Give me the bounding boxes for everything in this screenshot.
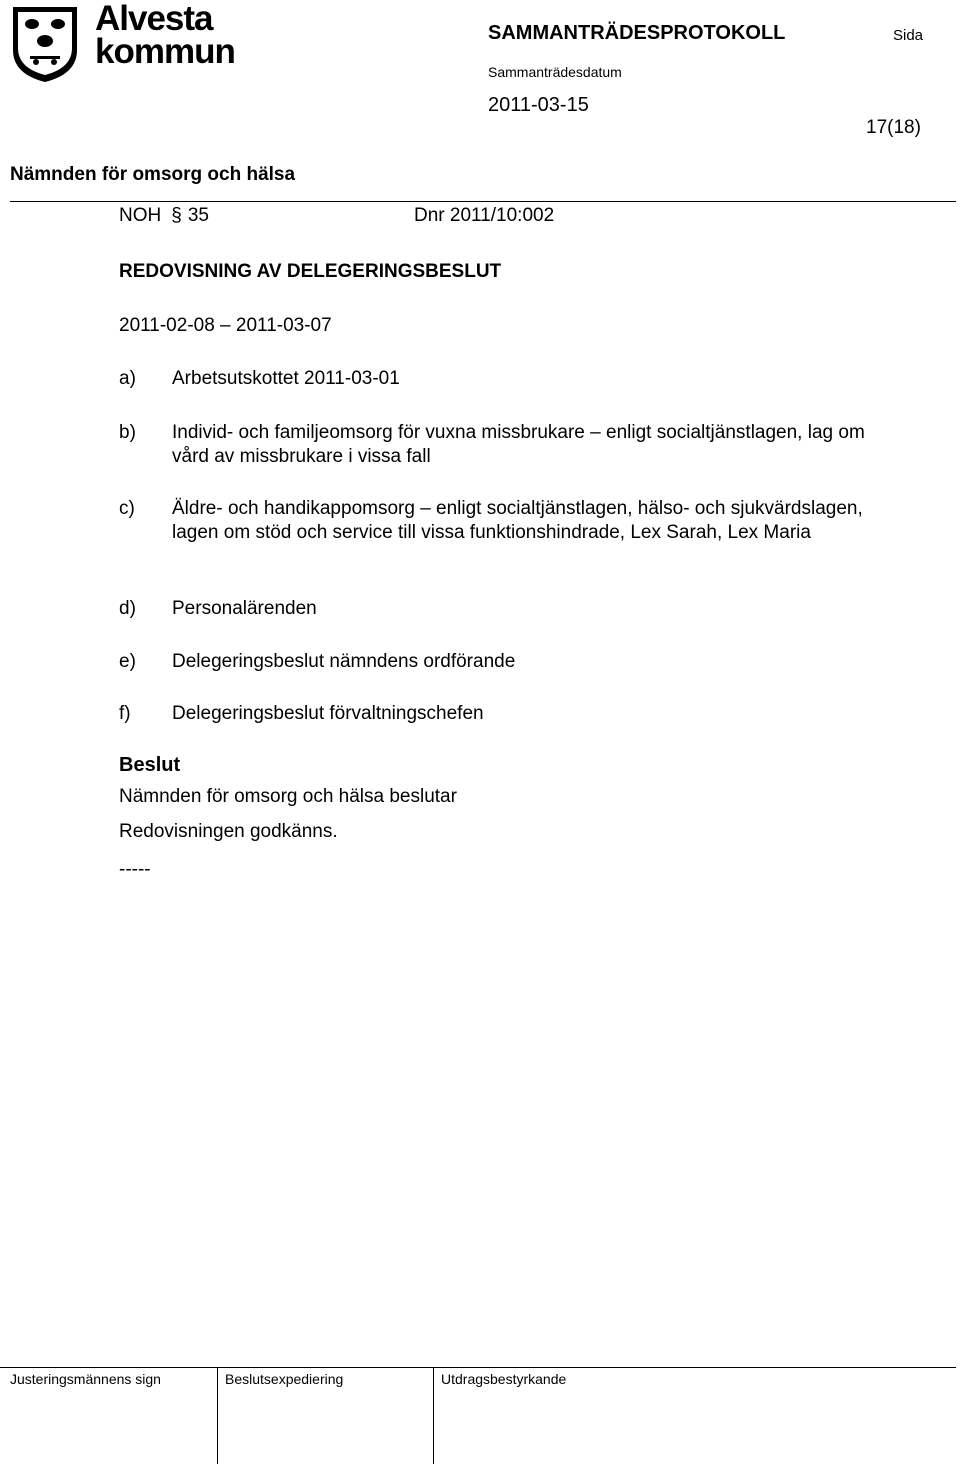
logo-line-2: kommun: [95, 32, 235, 71]
section-prefix: NOH: [119, 205, 162, 226]
municipality-coat-of-arms-icon: [10, 4, 80, 84]
end-mark: -----: [119, 859, 151, 880]
list-item-letter: a): [119, 368, 136, 389]
list-item: [119, 650, 879, 674]
paragraph-sign: §: [171, 205, 182, 226]
page-label: Sida: [893, 27, 924, 44]
footer-adjusters-signature-label: Justeringsmännens sign: [10, 1371, 161, 1387]
list-item: [119, 597, 879, 621]
list-item-letter: f): [119, 703, 131, 724]
document-title: SAMMANTRÄDESPROTOKOLL: [488, 22, 786, 44]
diary-number: Dnr 2011/10:002: [414, 205, 555, 226]
header-divider: [10, 201, 956, 202]
list-item-letter: c): [119, 498, 135, 519]
list-item: [119, 421, 879, 469]
decision-text: Redovisningen godkänns.: [119, 821, 338, 842]
list-item-text: Delegeringsbeslut förvaltningschefen: [172, 703, 484, 724]
page-number: 17(18): [866, 117, 921, 138]
municipality-logo-text: [95, 0, 235, 71]
footer-certification-label: Utdragsbestyrkande: [441, 1371, 567, 1387]
meeting-date: 2011-03-15: [488, 94, 589, 116]
list-item-text: Arbetsutskottet 2011-03-01: [172, 368, 400, 389]
section-identifier: [119, 204, 209, 228]
report-period: 2011-02-08 – 2011-03-07: [119, 315, 332, 336]
list-item-letter: d): [119, 598, 136, 619]
list-item-text: Personalärenden: [172, 598, 317, 619]
committee-name: Nämnden för omsorg och hälsa: [10, 164, 296, 185]
list-item: [119, 367, 879, 391]
list-item: [119, 702, 879, 726]
footer-dispatch-label: Beslutsexpediering: [225, 1371, 344, 1387]
footer-column-divider: [433, 1368, 434, 1464]
list-item-text: Individ- och familjeomsorg för vuxna missbrukare – enligt socialtjänstlagen, lag om vård av missbrukare i vissa fall: [172, 422, 865, 467]
meeting-date-label: Sammanträdesdatum: [488, 64, 622, 80]
section-number: 35: [187, 205, 209, 226]
decision-heading: Beslut: [119, 754, 181, 776]
list-item-text: Delegeringsbeslut nämndens ordförande: [172, 651, 516, 672]
list-item-letter: e): [119, 651, 136, 672]
section-heading: REDOVISNING AV DELEGERINGSBESLUT: [119, 261, 502, 282]
footer-column-divider: [217, 1368, 218, 1464]
list-item: [119, 497, 879, 569]
list-item-text: Äldre- och handikappomsorg – enligt socialtjänstlagen, hälso- och sjukvärdslagen, lagen om stöd och service till vissa funktionshindrade, Lex Sarah, Lex Maria: [172, 498, 863, 543]
decision-statement: Nämnden för omsorg och hälsa beslutar: [119, 786, 457, 807]
logo-line-1: Alvesta: [95, 0, 213, 38]
list-item-letter: b): [119, 422, 136, 443]
